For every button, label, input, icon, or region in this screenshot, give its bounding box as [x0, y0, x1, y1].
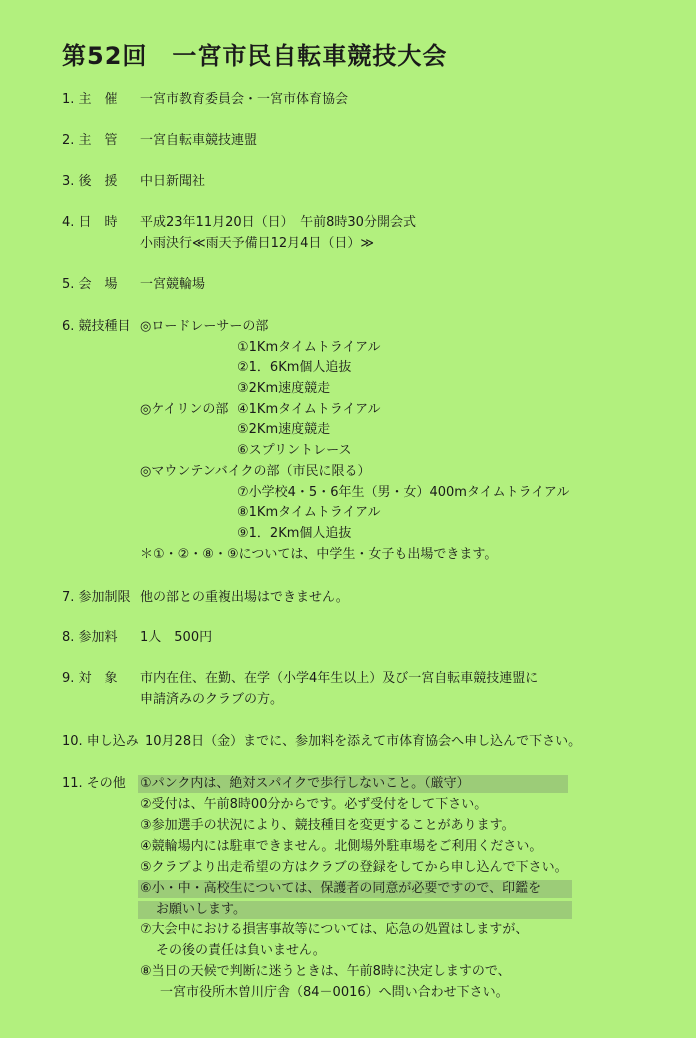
- event-item: ④1Kmタイムトライアル: [237, 402, 381, 417]
- other-note: ⑤クラブより出走希望の方はクラブの登録をしてから申し込んで下さい。: [140, 860, 568, 875]
- item-value-eligibility-2: 申請済みのクラブの方。: [140, 692, 284, 707]
- item-label-eligibility: 9. 対 象: [62, 671, 118, 686]
- item-value-rain-date: 小雨決行≪雨天予備日12月4日（日）≫: [140, 236, 375, 251]
- item-label-sponsor: 3. 後 援: [62, 174, 118, 189]
- item-label-restriction: 7. 参加制限: [62, 590, 131, 605]
- item-label-datetime: 4. 日 時: [62, 215, 118, 230]
- item-label-events: 6. 競技種目: [62, 319, 131, 334]
- item-value-datetime: 平成23年11月20日（日） 午前8時30分開会式: [140, 215, 416, 230]
- item-value-organizer: 一宮市教育委員会・一宮市体育協会: [140, 92, 349, 107]
- event-item: ⑦小学校4・5・6年生（男・女）400mタイムトライアル: [237, 485, 570, 500]
- other-note-highlighted: ①パンク内は、絶対スパイクで歩行しないこと。（厳守）: [138, 775, 568, 793]
- other-note-highlighted: ⑥小・中・高校生については、保護者の同意が必要ですので、印鑑を: [138, 880, 572, 898]
- item-value-venue: 一宮競輪場: [140, 277, 206, 292]
- other-note: ⑦大会中における損害事故等については、応急の処置はしますが、: [140, 922, 529, 937]
- event-road-heading: ◎ロードレーサーの部: [140, 319, 269, 334]
- event-keirin-heading: ◎ケイリンの部: [140, 402, 229, 417]
- event-item: ③2Km速度競走: [237, 381, 331, 396]
- item-value-application: 10月28日（金）までに、参加料を添えて市体育協会へ申し込んで下さい。: [145, 734, 582, 749]
- other-note: ⑧当日の天候で判断に迷うときは、午前8時に決定しますので、: [140, 964, 511, 979]
- item-value-eligibility: 市内在住、在勤、在学（小学4年生以上）及び一宮自転車競技連盟に: [140, 671, 539, 686]
- item-label-management: 2. 主 管: [62, 133, 118, 148]
- other-note-cont-text: お願いします。: [156, 902, 246, 917]
- event-note: ＊①・②・⑧・⑨については、中学生・女子も出場できます。: [140, 547, 498, 562]
- event-item: ⑤2Km速度競走: [237, 422, 331, 437]
- item-label-organizer: 1. 主 催: [62, 92, 118, 107]
- event-item: ①1Kmタイムトライアル: [237, 340, 381, 355]
- item-label-application: 10. 申し込み: [62, 734, 139, 749]
- item-label-fee: 8. 参加料: [62, 630, 118, 645]
- event-mtb-heading: ◎マウンテンバイクの部（市民に限る）: [140, 464, 371, 479]
- event-item: ②1．6Km個人追抜: [237, 360, 352, 375]
- other-note: ②受付は、午前8時00分からです。必ず受付をして下さい。: [140, 797, 488, 812]
- item-label-other: 11. その他: [62, 776, 126, 791]
- other-note: ④競輪場内には駐車できません。北側場外駐車場をご利用ください。: [140, 839, 543, 854]
- other-note-cont: 一宮市役所木曽川庁舎（84－0016）へ問い合わせ下さい。: [160, 985, 509, 1000]
- event-item: ⑨1．2Km個人追抜: [237, 526, 352, 541]
- page-title: 第52回 一宮市民自転車競技大会: [62, 42, 448, 70]
- item-value-restriction: 他の部との重複出場はできません。: [140, 590, 349, 605]
- item-value-sponsor: 中日新聞社: [140, 174, 206, 189]
- other-note-cont: その後の責任は負いません。: [156, 943, 326, 958]
- other-note-highlighted-cont: [138, 901, 572, 919]
- item-value-fee: 1人 500円: [140, 630, 213, 645]
- event-item: ⑧1Kmタイムトライアル: [237, 505, 381, 520]
- item-value-management: 一宮自転車競技連盟: [140, 133, 258, 148]
- other-note: ③参加選手の状況により、競技種目を変更することがあります。: [140, 818, 515, 833]
- event-item: ⑥スプリントレース: [237, 443, 352, 458]
- item-label-venue: 5. 会 場: [62, 277, 118, 292]
